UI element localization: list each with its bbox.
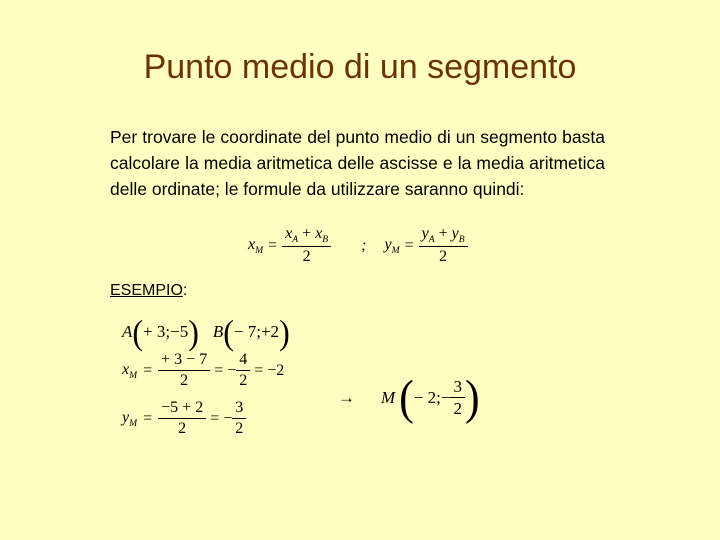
example-result: → M ( − 2; − $\frac{3}{2}$ ) — [338, 370, 480, 425]
point-a-label: A — [122, 322, 133, 341]
result-point-label: M — [381, 388, 396, 407]
example-x-computation: $x_M$ = $\frac{+ 3 - 7}{2}$ = − $\frac{4}{2}$ = −2 — [122, 351, 285, 389]
point-a-coords: + 3;−5 — [143, 322, 189, 341]
point-b-label: B — [212, 322, 224, 341]
arrow-right-icon: → — [338, 388, 355, 407]
example-heading: ESEMPIO: — [110, 282, 188, 299]
slide-title: Punto medio di un segmento — [143, 48, 577, 86]
point-b-coords: − 7;+2 — [233, 322, 280, 341]
ym-symbol: $y_M$ — [384, 235, 400, 257]
xm-symbol: $x_M$ — [248, 235, 264, 257]
formula-separator: ; — [361, 237, 367, 255]
intro-paragraph: Per trovare le coordinate del punto medio di un segmento basta calcolare la media aritmetica delle ascisse e la media aritmetica delle ordinate; le formule da utilizzare saranno quindi: — [110, 127, 605, 199]
x-result: −2 — [267, 361, 285, 379]
example-points: A ( + 3;−5 ) B ( − 7;+2 ) — [122, 312, 290, 352]
xm-fraction: $\frac{x_A + x_B}{2}$ — [282, 226, 331, 266]
midpoint-formulas: $x_M$ = $\frac{x_A + x_B}{2}$ ; $y_M$ = $\frac{y_A + y_B}{2}$ — [248, 226, 468, 266]
ym-fraction: $\frac{y_A + y_B}{2}$ — [419, 226, 468, 266]
example-y-computation: $y_M$ = $\frac{-5 + 2}{2}$ = − $\frac{3}{2}$ — [122, 400, 246, 438]
